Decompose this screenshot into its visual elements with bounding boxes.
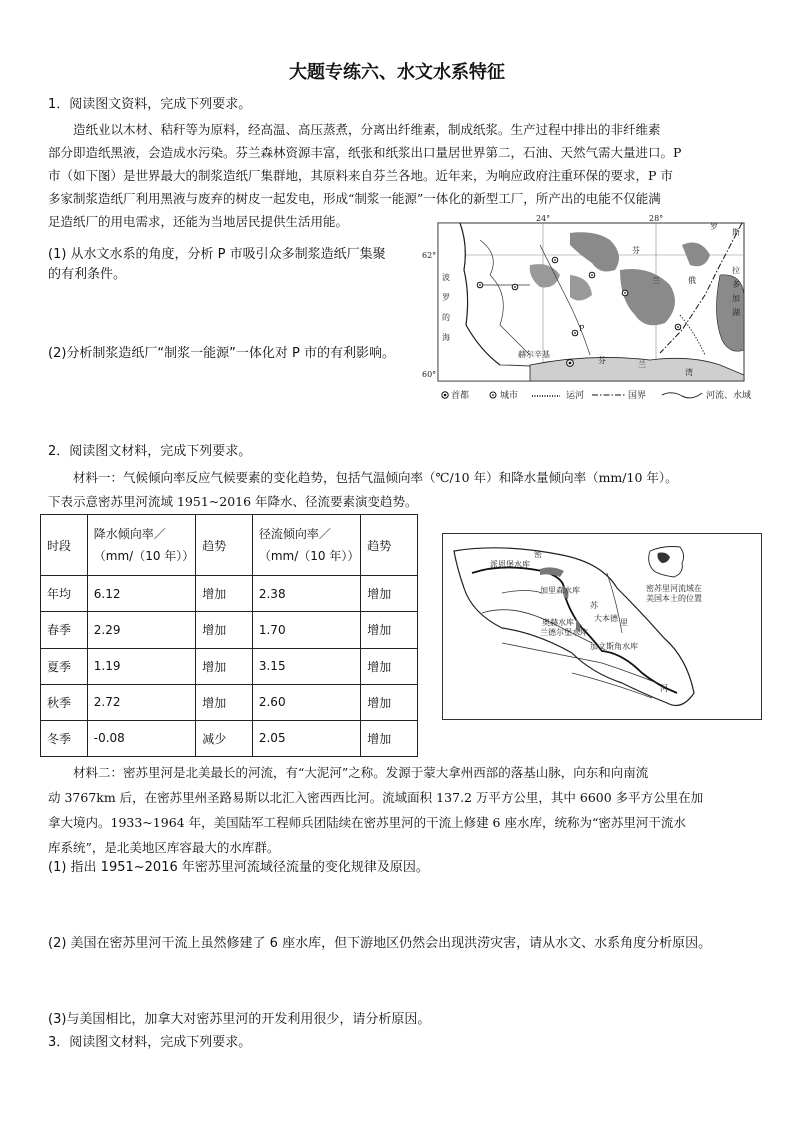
material-line: 造纸业以木材、秸秆等为原料，经高温、高压蒸煮，分离出纤维素，制成纸浆。生产过程中排出的非纤维素 xyxy=(73,122,661,137)
map-legend xyxy=(442,389,751,401)
inset-caption-line: 美国本土的位置 xyxy=(646,594,702,603)
reservoir-label: 大本德 xyxy=(594,614,618,623)
table-cell: 增加 xyxy=(361,684,418,720)
reservoir-label: 兰德尔堡水库 xyxy=(540,628,588,637)
inset-caption-line: 密苏里河流域在 xyxy=(646,584,702,593)
russia-char: 斯 xyxy=(732,228,740,237)
legend-canal-label: 运河 xyxy=(566,391,585,401)
table-cell: 增加 xyxy=(196,648,253,684)
russia-char: 俄 xyxy=(688,276,696,285)
table-cell: 增加 xyxy=(361,576,418,612)
table-cell: -0.08 xyxy=(87,720,195,756)
table-cell: 1.70 xyxy=(252,612,360,648)
russia-char: 罗 xyxy=(710,222,718,231)
table-cell: 2.38 xyxy=(252,576,360,612)
question-2-sub-2: (2) 美国在密苏里河干流上虽然修建了 6 座水库，但下游地区仍然会出现洪涝灾害，请从水文、水系角度分析原因。 xyxy=(48,936,712,951)
reservoir-label: 奥赫水库 xyxy=(542,618,574,627)
question-2-sub-3: (3)与美国相比，加拿大对密苏里河的开发利用很少，请分析原因。 xyxy=(48,1012,431,1027)
page-title: 大题专练六、水文水系特征 xyxy=(289,62,505,83)
table-cell: 3.15 xyxy=(252,648,360,684)
table-cell: 增加 xyxy=(196,576,253,612)
table-header-cell: 径流倾向率／（mm/（10 年）） xyxy=(252,515,360,576)
table-header-cell: 时段 xyxy=(41,515,88,576)
lake-char: 湖 xyxy=(732,308,740,317)
table-cell: 增加 xyxy=(361,720,418,756)
table-cell: 年均 xyxy=(41,576,88,612)
material-line: 下表示意密苏里河流域 1951~2016 年降水、径流要素演变趋势。 xyxy=(48,494,418,509)
lake-char: 多 xyxy=(732,280,740,289)
table-row xyxy=(41,612,418,648)
legend-capital-label: 首都 xyxy=(451,391,470,401)
table-cell: 增加 xyxy=(361,648,418,684)
table-header-row xyxy=(41,515,418,576)
table-header-cell: 趋势 xyxy=(361,515,418,576)
material-line: 材料二：密苏里河是北美最长的河流，有“大泥河”之称。发源于蒙大拿州西部的落基山脉，向东和向南流 xyxy=(73,765,649,780)
table-header-cell: 趋势 xyxy=(196,515,253,576)
capital-marker-dot xyxy=(569,362,572,365)
gulf-char: 芬 xyxy=(598,356,606,365)
capital-label: 赫尔辛基 xyxy=(518,350,550,359)
table-cell: 1.19 xyxy=(87,648,195,684)
river-name-char: 苏 xyxy=(590,601,598,610)
table-cell: 秋季 xyxy=(41,684,88,720)
gulf-char: 湾 xyxy=(685,368,693,377)
material-line: 拿大境内。1933~1964 年，美国陆军工程师兵团陆续在密苏里河的干流上修建 6 座水库，统称为“密苏里河干流水 xyxy=(48,815,686,830)
city-p-label: P xyxy=(579,324,585,333)
city-marker-dot xyxy=(554,259,556,261)
question-2-material-1 xyxy=(48,466,764,514)
table-cell: 春季 xyxy=(41,612,88,648)
lon-label-28: 28° xyxy=(649,215,664,223)
question-2-heading: 2．阅读图文材料，完成下列要求。 xyxy=(48,444,252,459)
river-name-char: 里 xyxy=(620,618,628,627)
table-row xyxy=(41,720,418,756)
city-p-marker-dot xyxy=(574,332,576,334)
table-cell: 2.72 xyxy=(87,684,195,720)
material-line: 市（如下图）是世界最大的制浆造纸厂集群地，其原料来自芬兰各地。近年来，为响应政府注重环保的要求，P 市 xyxy=(48,168,673,183)
runoff-trend-table xyxy=(40,514,418,757)
legend-capital-icon-dot xyxy=(444,394,447,397)
table-row xyxy=(41,648,418,684)
lake-char: 拉 xyxy=(732,266,740,275)
legend-city-label: 城市 xyxy=(500,391,519,401)
table-row xyxy=(41,576,418,612)
table-cell: 减少 xyxy=(196,720,253,756)
city-marker-dot xyxy=(624,292,626,294)
lat-label-60: 60° xyxy=(422,370,437,379)
question-1-sub-1 xyxy=(48,245,418,285)
country-char: 芬 xyxy=(632,246,640,255)
river-name-char: 河 xyxy=(660,684,668,693)
material-line: 材料一：气候倾向率反应气候要素的变化趋势，包括气温倾向率（℃/10 年）和降水量倾向率（mm/10 年）。 xyxy=(73,470,678,485)
table-cell: 2.05 xyxy=(252,720,360,756)
material-line: 多家制浆造纸厂利用黑液与废弃的树皮一起发电，形成“制浆一能源”一体化的新型工厂，所产出的电能不仅能满 xyxy=(48,191,661,206)
reservoir-label: 派恩堡水库 xyxy=(490,560,530,569)
table-cell: 冬季 xyxy=(41,720,88,756)
question-2-sub-1: (1) 指出 1951~2016 年密苏里河流域径流量的变化规律及原因。 xyxy=(48,860,429,875)
question-1-sub-2: (2)分析制浆造纸厂“制浆一能源”一体化对 P 市的有利影响。 xyxy=(48,346,395,361)
table-cell: 2.60 xyxy=(252,684,360,720)
sub-question-line: 的有利条件。 xyxy=(48,267,127,282)
table-cell: 增加 xyxy=(361,612,418,648)
country-char: 兰 xyxy=(652,276,660,285)
question-2-material-2 xyxy=(48,760,764,860)
city-marker-dot xyxy=(514,286,516,288)
question-1-heading: 1．阅读图文资料，完成下列要求。 xyxy=(48,97,252,112)
lake-char: 加 xyxy=(732,294,740,303)
table-row xyxy=(41,684,418,720)
gulf-char: 兰 xyxy=(638,360,646,369)
table-cell: 增加 xyxy=(196,684,253,720)
missouri-basin-map xyxy=(442,533,762,720)
river-name-char: 密 xyxy=(534,550,542,559)
table-cell: 6.12 xyxy=(87,576,195,612)
material-line: 足造纸厂的用电需求，还能为当地居民提供生活用能。 xyxy=(48,214,349,229)
sub-question-line: (1) 从水文水系的角度，分析 P 市吸引众多制浆造纸厂集聚 xyxy=(48,247,386,262)
city-marker-dot xyxy=(677,326,679,328)
lon-label-24: 24° xyxy=(536,215,551,223)
reservoir-label: 加文斯角水库 xyxy=(590,642,638,651)
material-line: 部分即造纸黑液，会造成水污染。芬兰森林资源丰富，纸张和纸浆出口量居世界第二，石油、天然气需大量进口。P xyxy=(48,145,682,160)
table-cell: 2.29 xyxy=(87,612,195,648)
legend-border-label: 国界 xyxy=(628,391,647,401)
reservoir-label: 加里森水库 xyxy=(540,586,580,595)
table-cell: 增加 xyxy=(196,612,253,648)
finland-map xyxy=(420,215,760,407)
material-line: 库系统”，是北美地区库容最大的水库群。 xyxy=(48,840,280,855)
table-header-cell: 降水倾向率／（mm/（10 年）） xyxy=(87,515,195,576)
lat-label-62: 62° xyxy=(422,251,437,260)
baltic-char: 波罗的海 xyxy=(441,273,451,353)
city-marker-dot xyxy=(591,274,593,276)
legend-river-icon xyxy=(662,393,702,398)
legend-city-icon-dot xyxy=(492,394,494,396)
legend-river-label: 河流、水域 xyxy=(706,391,752,401)
city-marker-dot xyxy=(479,284,481,286)
question-3-heading: 3．阅读图文材料，完成下列要求。 xyxy=(48,1035,252,1050)
table-cell: 夏季 xyxy=(41,648,88,684)
material-line: 动 3767km 后，在密苏里州圣路易斯以北汇入密西西比河。流域面积 137.2 万平方公里，其中 6600 多平方公里在加 xyxy=(48,790,704,805)
